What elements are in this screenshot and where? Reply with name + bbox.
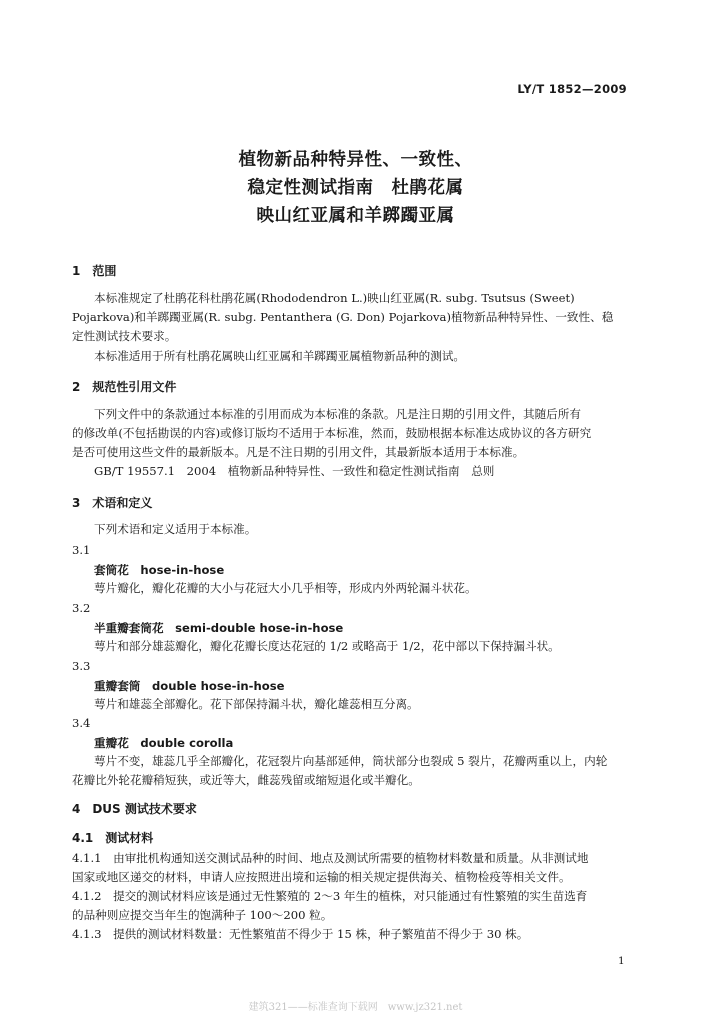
clause-4-1-1-line-2: 国家或地区递交的材料，申请人应按照进出境和运输的相关规定提供海关、植物检疫等相关文件。 — [72, 870, 571, 884]
term-definition-continued: 花瓣比外轮花瓣稍短狭，或近等大，雌蕊残留或缩短退化或半瓣化。 — [72, 773, 420, 787]
term-number: 3.4 — [72, 716, 91, 730]
subsection-4-1-heading: 4.1 测试材料 — [72, 831, 154, 845]
title-line-1: 植物新品种特异性、一致性、 — [238, 150, 473, 170]
page-number: 1 — [618, 955, 625, 967]
section-1-para-1-line-1: 本标准规定了杜鹃花科杜鹃花属(Rhododendron L.)映山红亚属(R. subg. Tsutsus (Sweet) — [94, 291, 575, 305]
title-line-2: 稳定性测试指南 杜鹃花属 — [247, 178, 464, 198]
clause-4-1-2-line-2: 的品种则应提交当年生的饱满种子 100～200 粒。 — [72, 908, 333, 922]
term-definition: 萼片瓣化，瓣化花瓣的大小与花冠大小几乎相等，形成内外两轮漏斗状花。 — [94, 581, 477, 595]
section-1-para-1-line-3: 定性测试技术要求。 — [72, 329, 177, 343]
section-2-reference: GB/T 19557.1 2004 植物新品种特异性、一致性和稳定性测试指南 总则 — [94, 464, 495, 478]
title-line-3: 映山红亚属和羊踯躅亚属 — [256, 206, 455, 226]
section-2-para-line-2: 的修改单(不包括勘误的内容)或修订版均不适用于本标准，然而，鼓励根据本标准达成协议的各方研究 — [72, 426, 592, 440]
term-definition: 萼片不变，雄蕊几乎全部瓣化，花冠裂片向基部延伸，筒状部分也裂成 5 裂片，花瓣两重以上，内轮 — [94, 754, 608, 768]
term-name: 重瓣套筒 double hose-in-hose — [94, 679, 285, 693]
section-3-intro: 下列术语和定义适用于本标准。 — [94, 522, 257, 536]
clause-4-1-3: 4.1.3 提供的测试材料数量：无性繁殖苗不得少于 15 株，种子繁殖苗不得少于 30 株。 — [72, 927, 529, 941]
clause-4-1-2-line-1: 4.1.2 提交的测试材料应该是通过无性繁殖的 2～3 年生的植株，对只能通过有性繁殖的实生苗选育 — [72, 889, 588, 903]
term-name: 套筒花 hose-in-hose — [94, 563, 225, 577]
term-name: 半重瓣套筒花 semi-double hose-in-hose — [94, 621, 344, 635]
section-1-para-2: 本标准适用于所有杜鹃花属映山红亚属和羊踯躅亚属植物新品种的测试。 — [94, 349, 466, 363]
section-3-heading: 3 术语和定义 — [72, 496, 153, 510]
term-number: 3.2 — [72, 601, 91, 615]
section-1-para-1-line-2: Pojarkova)和羊踯躅亚属(R. subg. Pentanthera (G. Don) Pojarkova)植物新品种特异性、一致性、稳 — [72, 310, 614, 324]
term-number: 3.1 — [72, 543, 91, 557]
term-name: 重瓣花 double corolla — [94, 736, 234, 750]
standard-code: LY/T 1852—2009 — [517, 82, 627, 96]
section-1-heading: 1 范围 — [72, 264, 117, 278]
footer-watermark: 建筑321——标准查询下载网 www.jz321.net — [248, 1002, 463, 1013]
term-definition: 萼片和部分雄蕊瓣化，瓣化花瓣长度达花冠的 1/2 或略高于 1/2，花中部以下保持漏斗状。 — [94, 639, 560, 653]
term-number: 3.3 — [72, 659, 91, 673]
section-2-heading: 2 规范性引用文件 — [72, 380, 177, 394]
term-definition: 萼片和雄蕊全部瓣化。花下部保持漏斗状，瓣化雄蕊相互分离。 — [94, 697, 419, 711]
clause-4-1-1-line-1: 4.1.1 由审批机构通知送交测试品种的时间、地点及测试所需要的植物材料数量和质量。从非测试地 — [72, 851, 589, 865]
section-2-para-line-3: 是否可使用这些文件的最新版本。凡是不注日期的引用文件，其最新版本适用于本标准。 — [72, 445, 525, 459]
section-2-para-line-1: 下列文件中的条款通过本标准的引用而成为本标准的条款。凡是注日期的引用文件，其随后所有 — [94, 407, 581, 421]
section-4-heading: 4 DUS 测试技术要求 — [72, 802, 197, 816]
